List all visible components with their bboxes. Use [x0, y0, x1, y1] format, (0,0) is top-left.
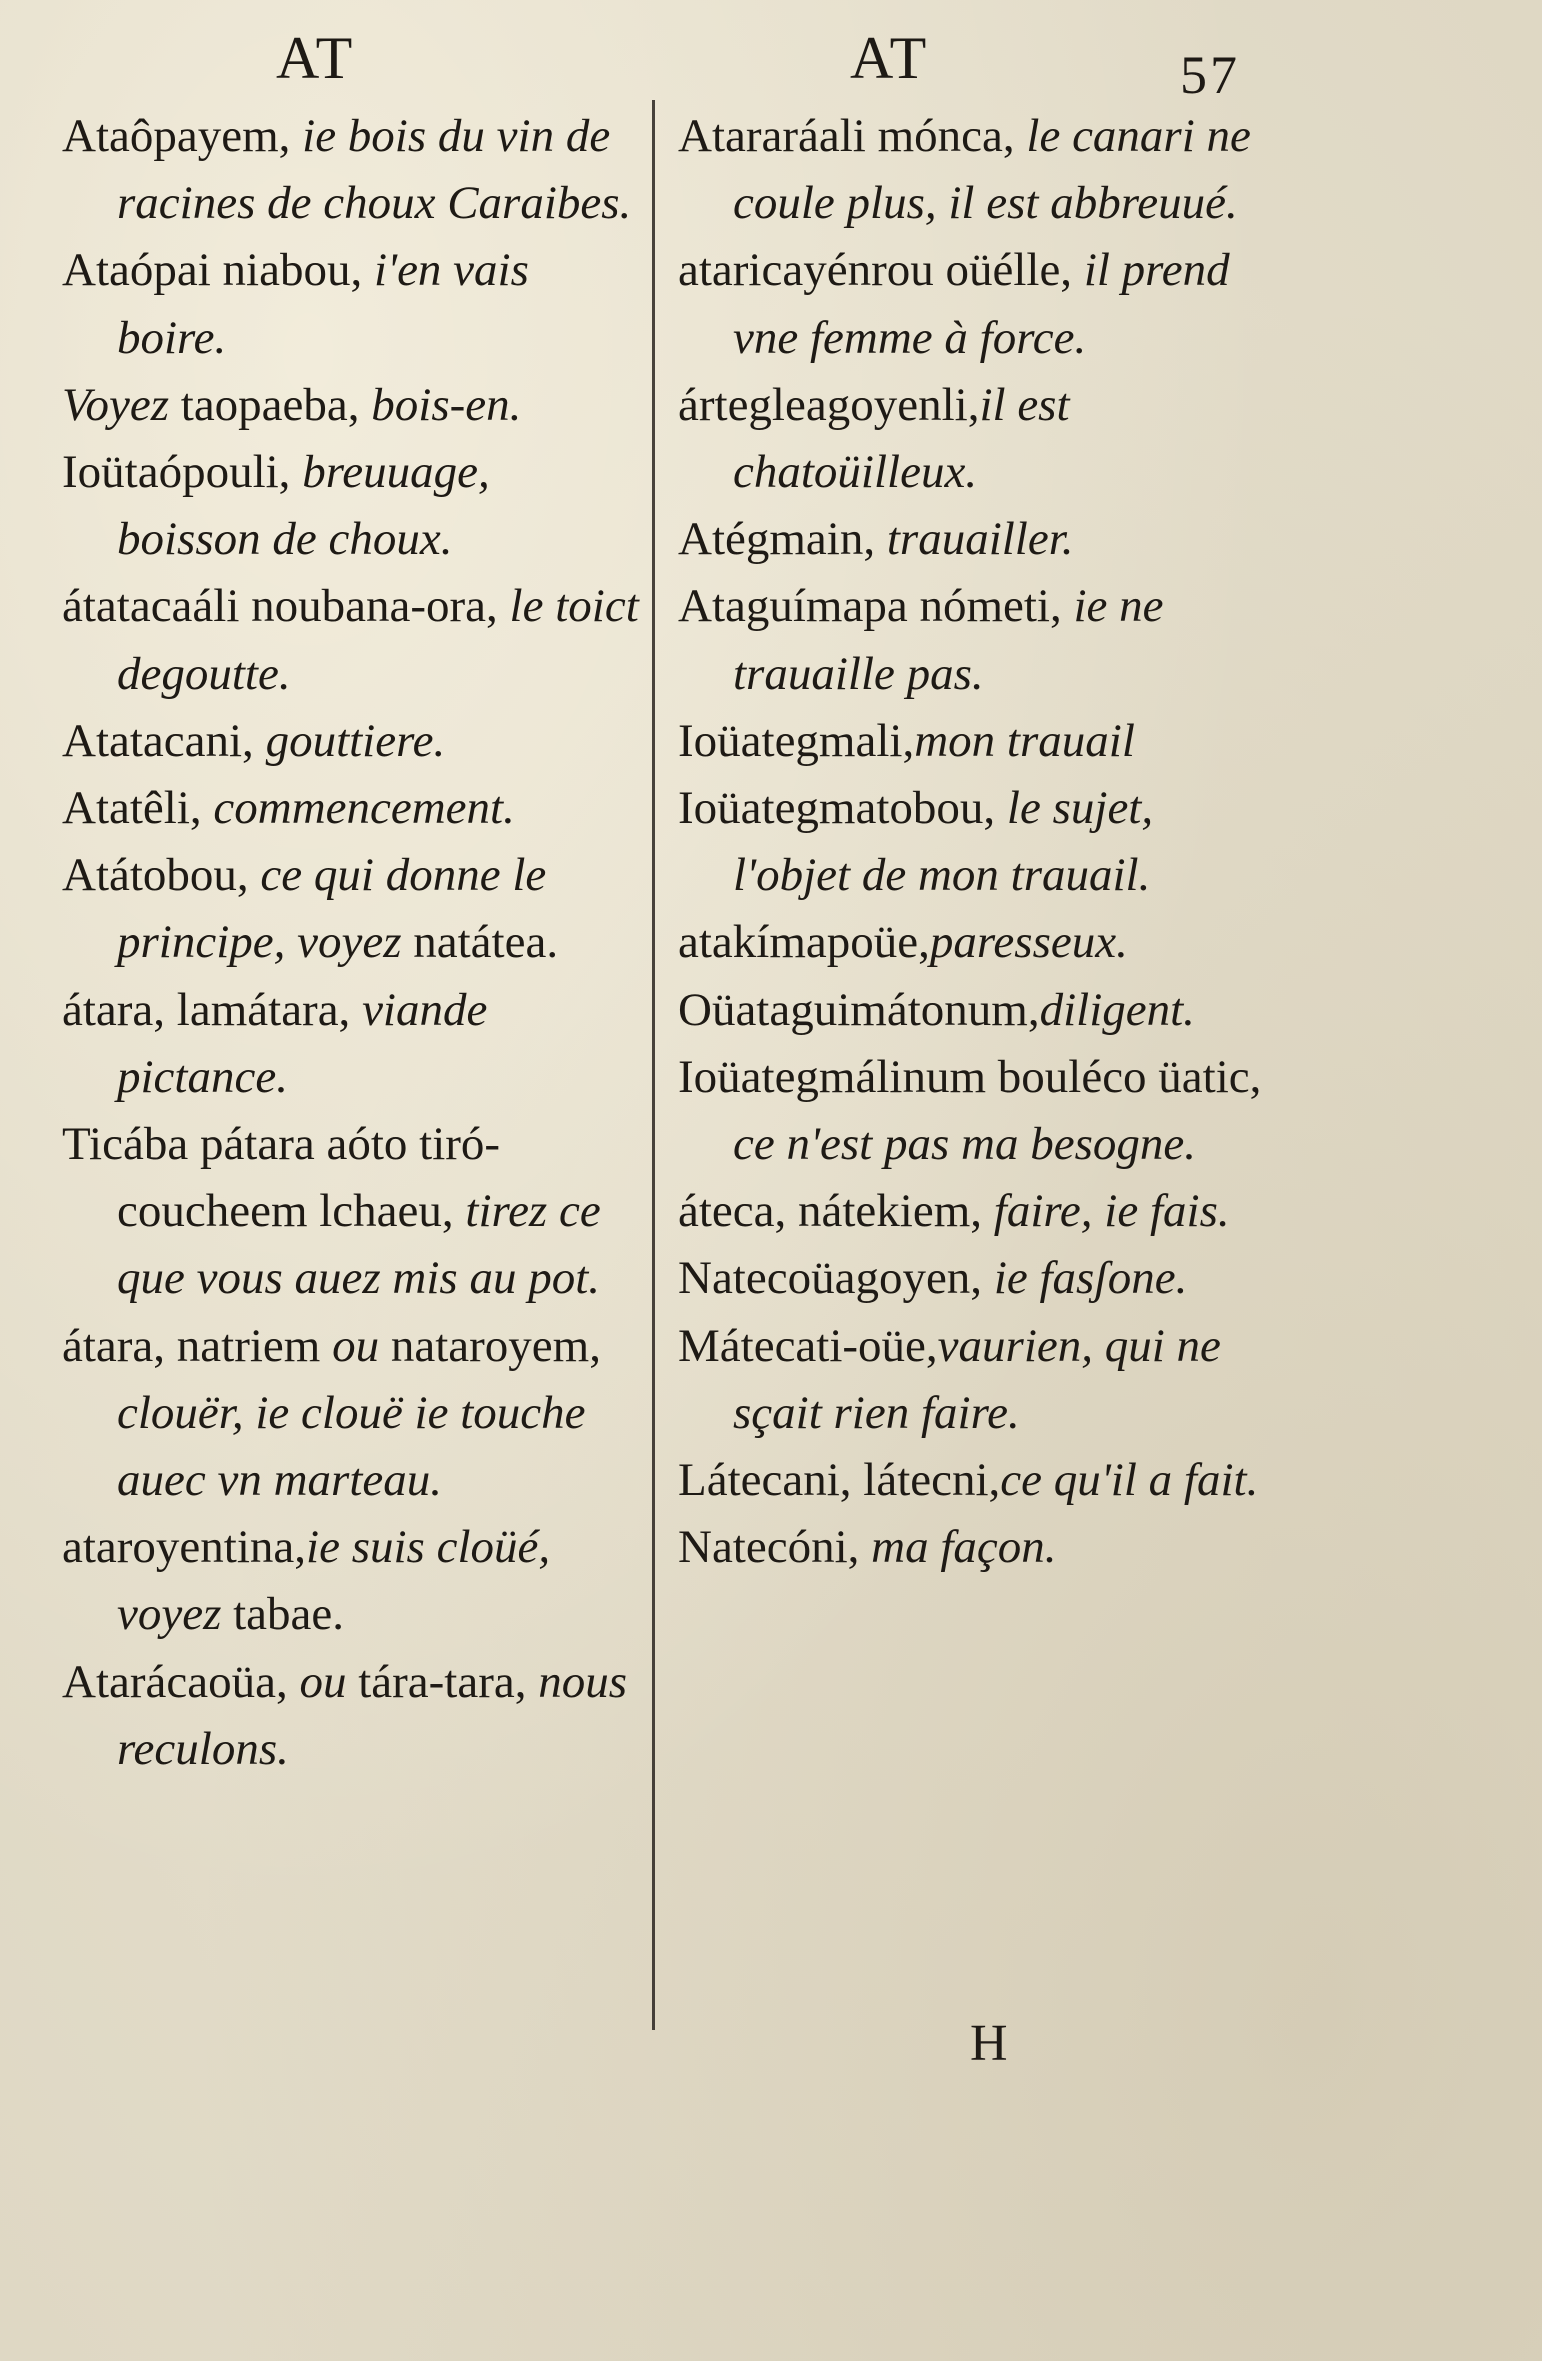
- definition: tirez ce que vous auez mis au pot.: [117, 1185, 601, 1305]
- right-running-head: AT: [850, 25, 930, 91]
- headword: atakímapoüe,: [678, 916, 930, 969]
- definition: breuuage, boisson de choux.: [117, 446, 490, 566]
- headword: Atatêli,: [62, 782, 202, 835]
- definition: commencement.: [213, 782, 515, 835]
- headword: Natecoüagoyen,: [678, 1252, 983, 1305]
- conjunction: ou: [320, 1319, 391, 1372]
- page-number: 57: [1180, 45, 1240, 105]
- definition: ce n'est pas ma besogne.: [733, 1118, 1196, 1171]
- definition: vaurien, qui ne sçait rien faire.: [733, 1319, 1221, 1439]
- headword: Látecani, látecni,: [678, 1454, 1001, 1507]
- entry: [678, 237, 1263, 371]
- definition: ie bois du vin de racines de choux Caraibes.: [117, 110, 632, 230]
- headword: átatacaáli noubana-ora,: [62, 580, 498, 633]
- definition: mon trauail: [914, 714, 1135, 767]
- headword: ataricayénrou oüélle,: [678, 244, 1073, 297]
- entry: [678, 1044, 1263, 1178]
- definition: il prend vne femme à force.: [733, 244, 1230, 364]
- definition: i'en vais boire.: [117, 244, 529, 364]
- cross-reference: Voyez: [62, 378, 170, 431]
- cross-reference-word: natátea.: [401, 916, 559, 969]
- headword: Atararáali mónca,: [678, 110, 1015, 162]
- entry: [678, 1313, 1263, 1447]
- entry: [678, 1447, 1263, 1514]
- entry: [62, 708, 642, 775]
- entry: [62, 775, 642, 842]
- definition: le sujet, l'objet de mon trauail.: [733, 782, 1154, 902]
- entry: [62, 1649, 642, 1783]
- definition: faire, ie fais.: [993, 1185, 1230, 1238]
- definition: paresseux.: [929, 916, 1128, 969]
- left-column: [62, 103, 642, 1783]
- left-running-head: AT: [276, 25, 356, 91]
- entry: [62, 1514, 642, 1648]
- definition: bois-en.: [371, 378, 522, 431]
- definition: nous reculons.: [117, 1655, 628, 1775]
- definition: ma façon.: [871, 1521, 1057, 1574]
- entry: [678, 909, 1263, 976]
- right-column: [678, 103, 1263, 1581]
- definition: diligent.: [1039, 983, 1195, 1036]
- entry: [678, 573, 1263, 707]
- headword: Ataópai niabou,: [62, 244, 363, 297]
- definition: le toict degoutte.: [117, 580, 639, 700]
- headword: Atégmain,: [678, 513, 876, 566]
- headword: átara, natriem: [62, 1319, 321, 1372]
- headword: Ataôpayem,: [62, 110, 291, 162]
- entry: [62, 573, 642, 707]
- definition: ce qu'il a fait.: [1000, 1454, 1259, 1507]
- headword-variant: nataroyem,: [390, 1319, 601, 1372]
- definition: ie ne trauaille pas.: [733, 580, 1164, 700]
- definition: ie fasʃone.: [993, 1252, 1188, 1305]
- headword: Ataguímapa nómeti,: [678, 580, 1062, 633]
- headword: Mátecati-oüe,: [678, 1319, 938, 1372]
- entry: [678, 775, 1263, 909]
- entry: [678, 708, 1263, 775]
- headword: Atarácaoüa,: [62, 1655, 288, 1708]
- headword: ártegleagoyenli,: [678, 378, 980, 431]
- headword: átara, lamátara,: [62, 983, 351, 1036]
- headword: Atatacani,: [62, 714, 254, 767]
- entry: [62, 842, 642, 976]
- definition: ce qui donne le principe, voyez: [117, 849, 547, 969]
- headword: taopaeba,: [169, 378, 360, 431]
- signature-mark: H: [970, 2015, 1008, 2072]
- entry: [62, 372, 642, 439]
- entry: [678, 506, 1263, 573]
- entry: [62, 103, 642, 237]
- entry: [678, 103, 1263, 237]
- entry: [62, 1111, 642, 1313]
- entry: [62, 977, 642, 1111]
- column-divider: [652, 100, 655, 2030]
- cross-reference-word: tabae.: [221, 1588, 345, 1641]
- definition: ie suis cloüé, voyez: [117, 1521, 551, 1641]
- headword: Ioüategmali,: [678, 714, 915, 767]
- headword: Atátobou,: [62, 849, 249, 902]
- headword-variant: tára-tara,: [358, 1655, 527, 1708]
- headword: Natecóni,: [678, 1521, 860, 1574]
- headword: Ioütaópouli,: [62, 446, 291, 499]
- headword: Ticába pátara aóto tiró-coucheem lchaeu,: [62, 1118, 501, 1238]
- conjunction: ou: [287, 1655, 359, 1708]
- definition: viande pictance.: [117, 983, 488, 1103]
- definition: le canari ne coule plus, il est abbreuué.: [733, 110, 1251, 230]
- entry: [678, 372, 1263, 506]
- entry: [62, 439, 642, 573]
- definition: gouttiere.: [265, 714, 446, 767]
- definition: il est chatoüilleux.: [733, 378, 1070, 499]
- headword: Ioüategmálinum bouléco üatic,: [678, 1050, 1262, 1103]
- definition: trauailler.: [886, 513, 1074, 566]
- entry: [678, 1178, 1263, 1245]
- entry: [62, 1313, 642, 1515]
- headword: Ioüategmatobou,: [678, 782, 996, 835]
- entry: [62, 237, 642, 371]
- definition: clouër, ie clouë ie touche auec vn marteau.: [117, 1386, 586, 1507]
- headword: Oüataguimátonum,: [678, 983, 1040, 1036]
- entry: [678, 977, 1263, 1044]
- headword: áteca, nátekiem,: [678, 1185, 983, 1238]
- entry: [678, 1514, 1263, 1581]
- entry: [678, 1245, 1263, 1312]
- headword: ataroyentina,: [62, 1521, 307, 1574]
